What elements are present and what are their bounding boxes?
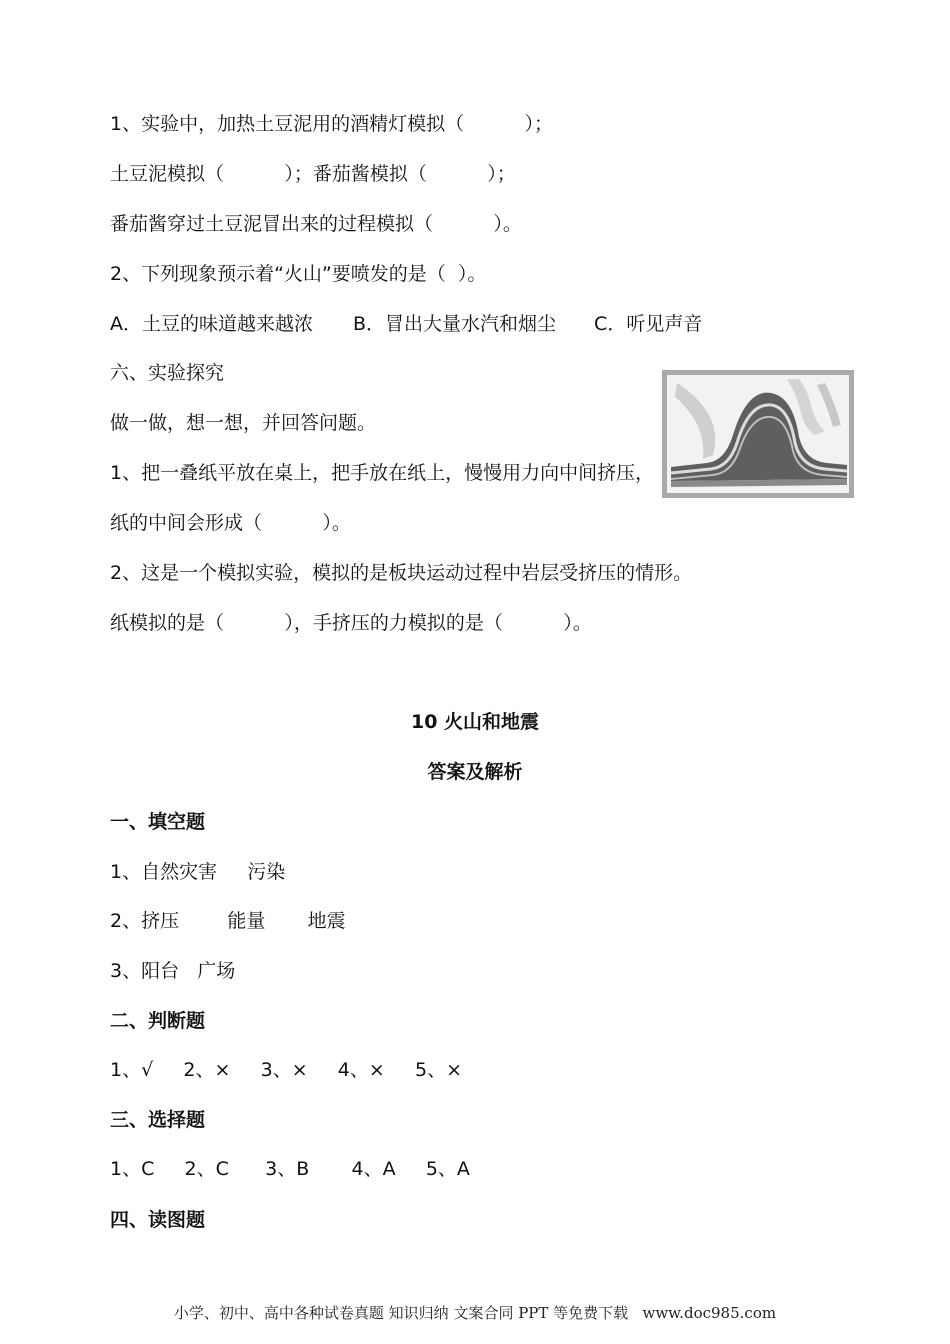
answers-chapter-title: 10 火山和地震 bbox=[410, 711, 540, 733]
q5-1-line3: 番茄酱穿过土豆泥冒出来的过程模拟（ ）。 bbox=[110, 213, 522, 235]
page-footer: 小学、初中、高中各种试卷真题 知识归纳 文案合同 PPT 等免费下载 www.doc985.com bbox=[173, 1304, 777, 1322]
q5-1-line1: 1、实验中，加热土豆泥用的酒精灯模拟（ ）； bbox=[110, 113, 553, 135]
option-a: A．土豆的味道越来越浓 bbox=[110, 313, 313, 335]
q5-1-line2: 土豆泥模拟（ ）；番茄酱模拟（ ）； bbox=[110, 163, 516, 185]
answers-part3-a1: 1、C 2、C 3、B 4、A 5、A bbox=[110, 1158, 470, 1180]
answers-part1-a1: 1、自然灾害 污染 bbox=[110, 861, 286, 883]
answers-part1-a2: 2、挤压 能量 地震 bbox=[110, 910, 346, 932]
q6-1-line2: 纸的中间会形成（ ）。 bbox=[110, 512, 351, 534]
folded-paper-photo-icon bbox=[662, 370, 854, 498]
q5-2-question: 2、下列现象预示着“火山”要喷发的是（ ）。 bbox=[110, 263, 487, 285]
option-b: B．冒出大量水汽和烟尘 bbox=[353, 313, 557, 335]
section6-title: 六、实验探究 bbox=[110, 362, 225, 384]
q6-1-line1: 1、把一叠纸平放在桌上，把手放在纸上，慢慢用力向中间挤压， bbox=[110, 462, 655, 484]
answers-part1-heading: 一、填空题 bbox=[110, 811, 206, 833]
answers-part4-heading: 四、读图题 bbox=[110, 1209, 206, 1231]
q6-2-line1: 2、这是一个模拟实验，模拟的是板块运动过程中岩层受挤压的情形。 bbox=[110, 562, 693, 584]
answers-part2-heading: 二、判断题 bbox=[110, 1010, 206, 1032]
q6-2-line2: 纸模拟的是（ ），手挤压的力模拟的是（ ）。 bbox=[110, 612, 592, 634]
answers-part2-a1: 1、√ 2、× 3、× 4、× 5、× bbox=[110, 1059, 463, 1081]
answers-part1-a3: 3、阳台 广场 bbox=[110, 960, 236, 982]
section6-intro: 做一做，想一想，并回答问题。 bbox=[110, 412, 377, 434]
option-c: C．听见声音 bbox=[594, 313, 703, 335]
answers-subtitle: 答案及解析 bbox=[427, 761, 523, 783]
answers-part3-heading: 三、选择题 bbox=[110, 1109, 206, 1131]
q5-2-options bbox=[110, 312, 702, 336]
